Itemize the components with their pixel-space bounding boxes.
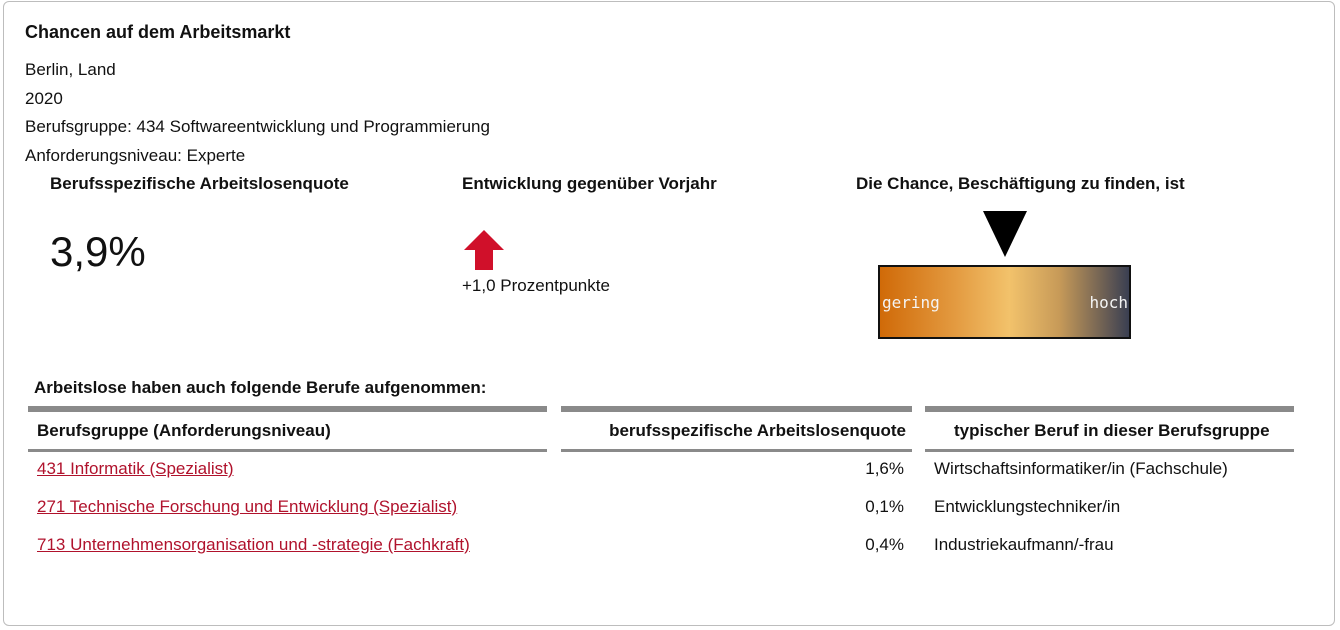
anforderungsniveau-text: Anforderungsniveau: Experte [25,146,246,165]
rate-cell: 0,4% [865,535,904,554]
berufsgruppe-text: Berufsgruppe: 434 Softwareentwicklung und Programmierung [25,117,490,136]
trend-label: Entwicklung gegenüber Vorjahr [462,174,717,193]
column-header-group: Berufsgruppe (Anforderungsniveau) [28,406,547,452]
group-link-technische-forschung[interactable]: 271 Technische Forschung und Entwicklung (Spezialist) [37,497,458,516]
chance-label: Die Chance, Beschäftigung zu finden, ist [856,174,1185,193]
group-link-unternehmensorganisation[interactable]: 713 Unternehmensorganisation und -strategie (Fachkraft) [37,535,470,554]
related-heading: Arbeitslose haben auch folgende Berufe aufgenommen: [34,378,487,397]
labor-market-card [3,1,1335,626]
table-row [4,459,1340,489]
card-title: Chancen auf dem Arbeitsmarkt [25,22,291,42]
job-cell: Industriekaufmann/-frau [934,535,1114,554]
chance-gauge [878,265,1131,339]
gauge-low-label: gering [882,293,940,312]
table-row [4,535,1340,565]
table-row [4,497,1340,527]
group-link-informatik[interactable]: 431 Informatik (Spezialist) [37,459,234,478]
rate-cell: 0,1% [865,497,904,516]
column-header-job: typischer Beruf in dieser Berufsgruppe [925,406,1294,452]
rate-value: 3,9% [50,228,146,275]
year-text: 2020 [25,89,63,108]
arrow-up-icon [462,228,506,272]
region-text: Berlin, Land [25,60,116,79]
rate-label: Berufsspezifische Arbeitslosenquote [50,174,349,193]
job-cell: Wirtschaftsinformatiker/in (Fachschule) [934,459,1228,478]
job-cell: Entwicklungstechniker/in [934,497,1121,516]
gauge-high-label: hoch [1089,293,1128,312]
rate-cell: 1,6% [865,459,904,478]
trend-value: +1,0 Prozentpunkte [462,276,610,295]
column-header-rate: berufsspezifische Arbeitslosenquote [561,406,912,452]
triangle-down-icon [982,210,1028,258]
